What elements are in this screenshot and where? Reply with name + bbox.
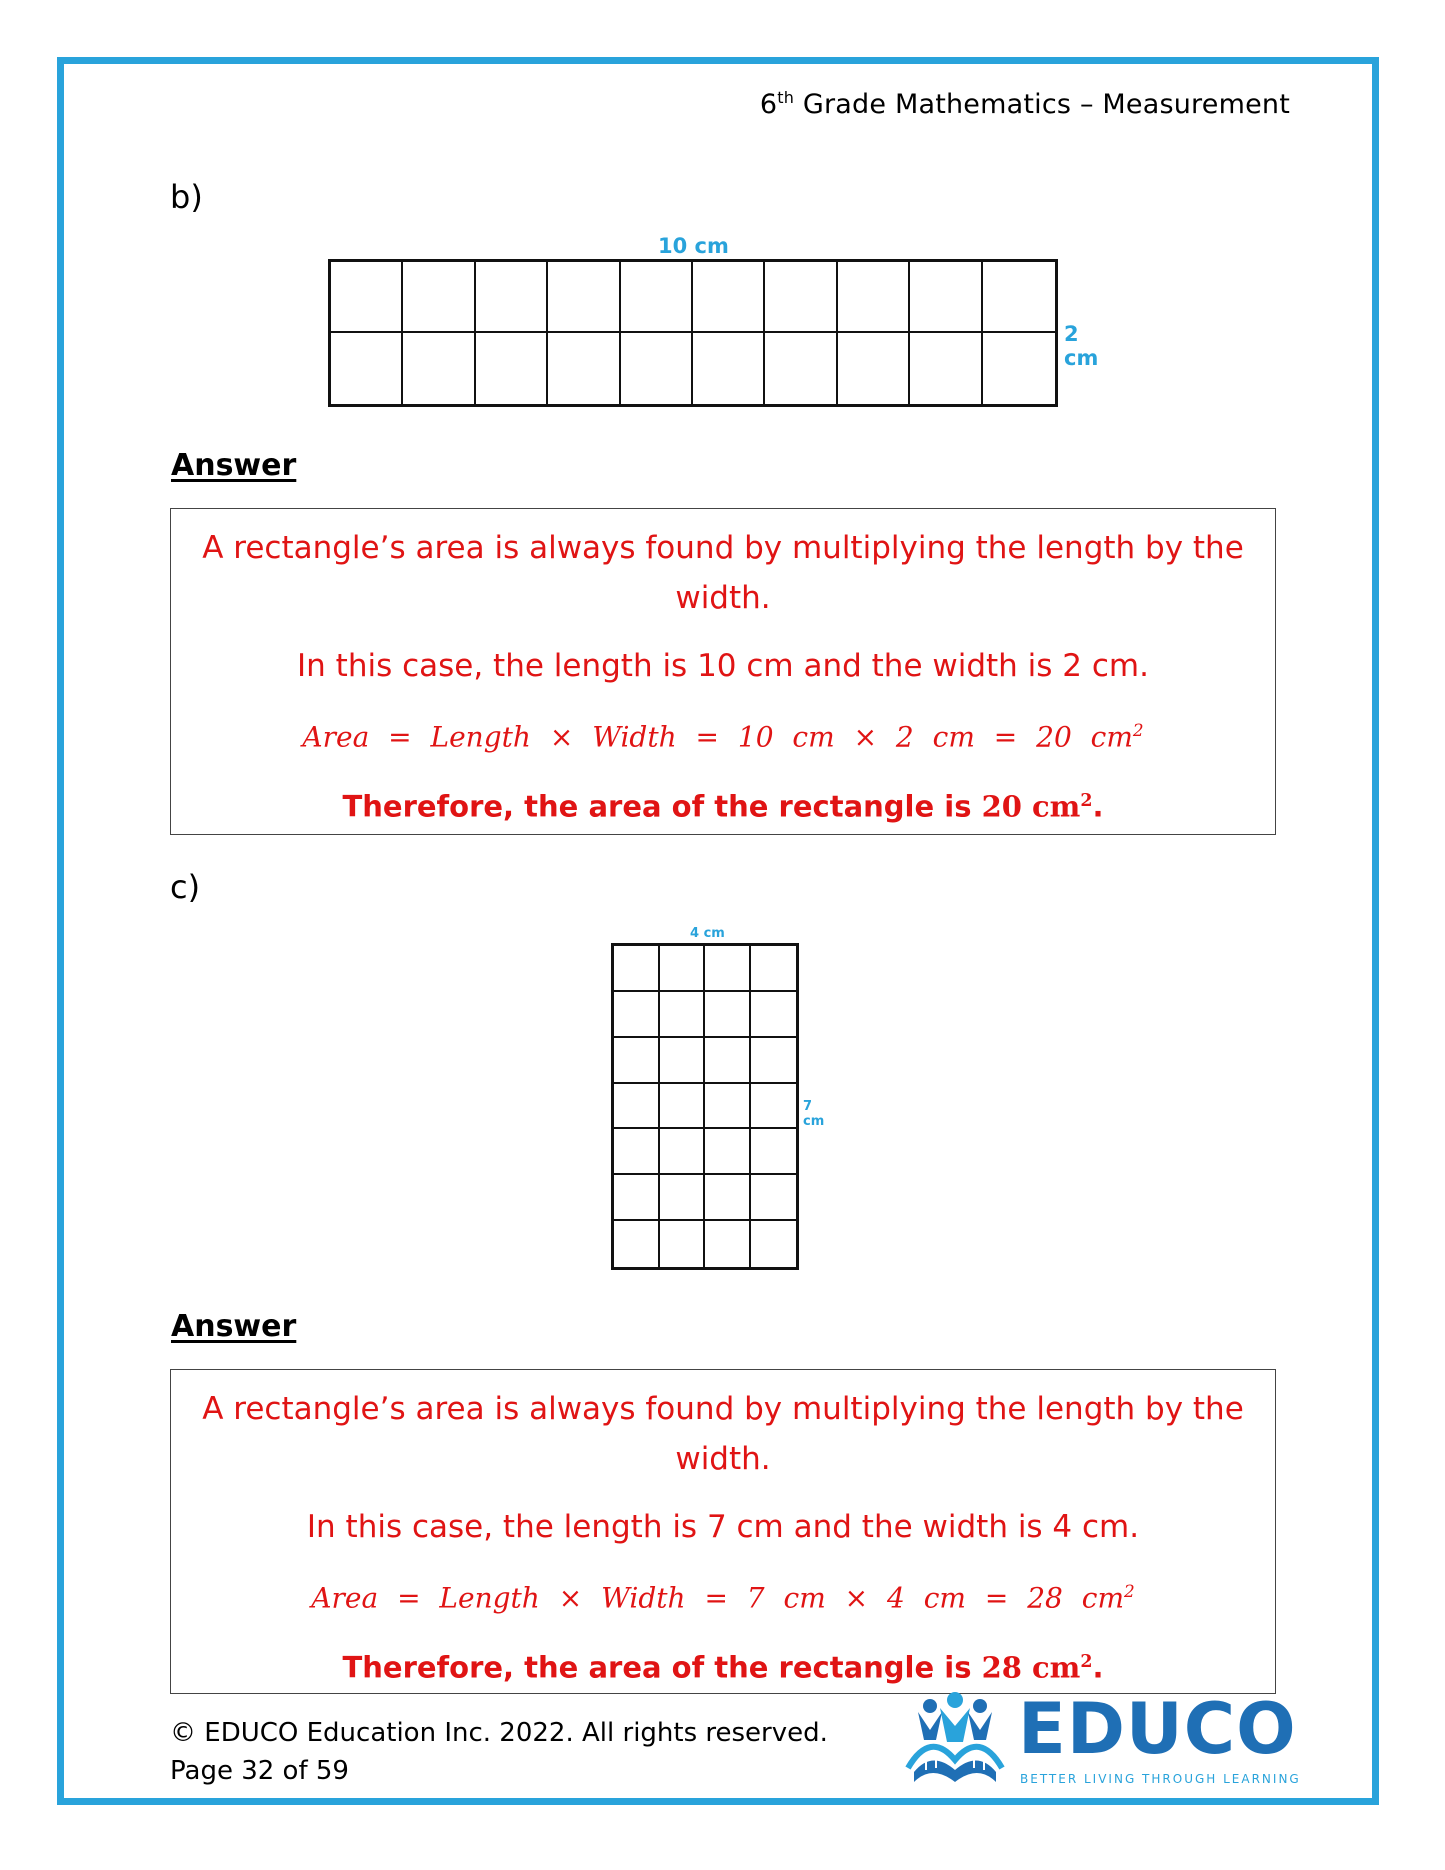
grid-square [838,262,910,333]
header-title: Grade Mathematics – Measurement [794,89,1290,120]
part-c-length-label: 7 cm [803,1099,825,1129]
grid-square [548,333,620,404]
grid-square [705,1221,751,1267]
grid-square [660,1084,706,1130]
part-b-grid [328,259,1058,407]
logo-wordmark: EDUCO [1018,1688,1297,1770]
grid-square [476,262,548,333]
part-c-answer-conclusion: Therefore, the area of the rectangle is 28 $cm^2$. [342,1650,1104,1685]
header-grade-suffix: th [777,88,795,107]
grid-square [693,333,765,404]
grid-square [660,1221,706,1267]
header-grade: 6 [759,89,778,120]
part-b-answer-label: Answer [171,448,297,483]
part-c-width-label: 4 cm [690,926,725,941]
grid-square [765,333,837,404]
part-b-answer-values: In this case, the length is 10 cm and the width is 2 cm. [297,648,1149,684]
part-c-answer-rule: A rectangle’s area is always found by multiplying the length by the width. [202,1391,1244,1477]
grid-square [751,1038,797,1084]
part-b-width-label: 2 cm [1064,322,1099,370]
part-b-answer-box [170,508,1276,835]
part-b-answer-formula: Area = Length × Width = 10 cm × 2 cm = 20 $cm^2$ [302,720,1144,754]
part-c-grid [611,943,799,1270]
grid-square [910,262,982,333]
grid-square [403,333,475,404]
grid-square [660,1038,706,1084]
part-c-label: c) [170,868,201,906]
grid-square [614,1129,660,1175]
part-c-answer-box [170,1369,1276,1694]
grid-square [614,1084,660,1130]
grid-square [751,946,797,992]
part-b-answer-conclusion: Therefore, the area of the rectangle is 20 $cm^2$. [342,789,1104,824]
grid-square [751,1175,797,1221]
grid-square [705,946,751,992]
part-c-answer-label: Answer [171,1309,297,1344]
grid-square [705,1084,751,1130]
grid-square [983,333,1055,404]
grid-square [705,992,751,1038]
page-header [760,88,1290,120]
grid-square [614,1038,660,1084]
part-b-length-label: 10 cm [658,234,729,258]
grid-square [705,1175,751,1221]
grid-square [548,262,620,333]
grid-square [751,1129,797,1175]
part-b-figure [328,234,1099,407]
grid-square [331,333,403,404]
grid-square [660,1175,706,1221]
grid-square [751,992,797,1038]
educo-logo [900,1688,1301,1790]
grid-square [838,333,910,404]
grid-square [614,992,660,1038]
grid-square [705,1129,751,1175]
grid-square [660,1129,706,1175]
part-b-answer-rule: A rectangle’s area is always found by multiplying the length by the width. [202,530,1244,616]
grid-square [621,262,693,333]
grid-square [751,1084,797,1130]
grid-square [705,1038,751,1084]
part-c-answer-formula: Area = Length × Width = 7 cm × 4 cm = 28 $cm^2$ [311,1581,1135,1615]
grid-square [476,333,548,404]
grid-square [614,1175,660,1221]
grid-square [614,946,660,992]
footer-copyright: © EDUCO Education Inc. 2022. All rights reserved. [170,1718,828,1748]
educo-book-people-icon [900,1690,1010,1790]
grid-square [331,262,403,333]
part-c-figure [611,926,825,1270]
grid-square [614,1221,660,1267]
footer-page-number: Page 32 of 59 [170,1756,349,1786]
grid-square [621,333,693,404]
part-c-answer-values: In this case, the length is 7 cm and the width is 4 cm. [306,1509,1140,1545]
grid-square [693,262,765,333]
grid-square [983,262,1055,333]
grid-square [765,262,837,333]
grid-square [403,262,475,333]
grid-square [910,333,982,404]
grid-square [660,946,706,992]
part-b-label: b) [170,178,203,216]
grid-square [751,1221,797,1267]
grid-square [660,992,706,1038]
logo-tagline: BETTER LIVING THROUGH LEARNING [1020,1772,1301,1786]
